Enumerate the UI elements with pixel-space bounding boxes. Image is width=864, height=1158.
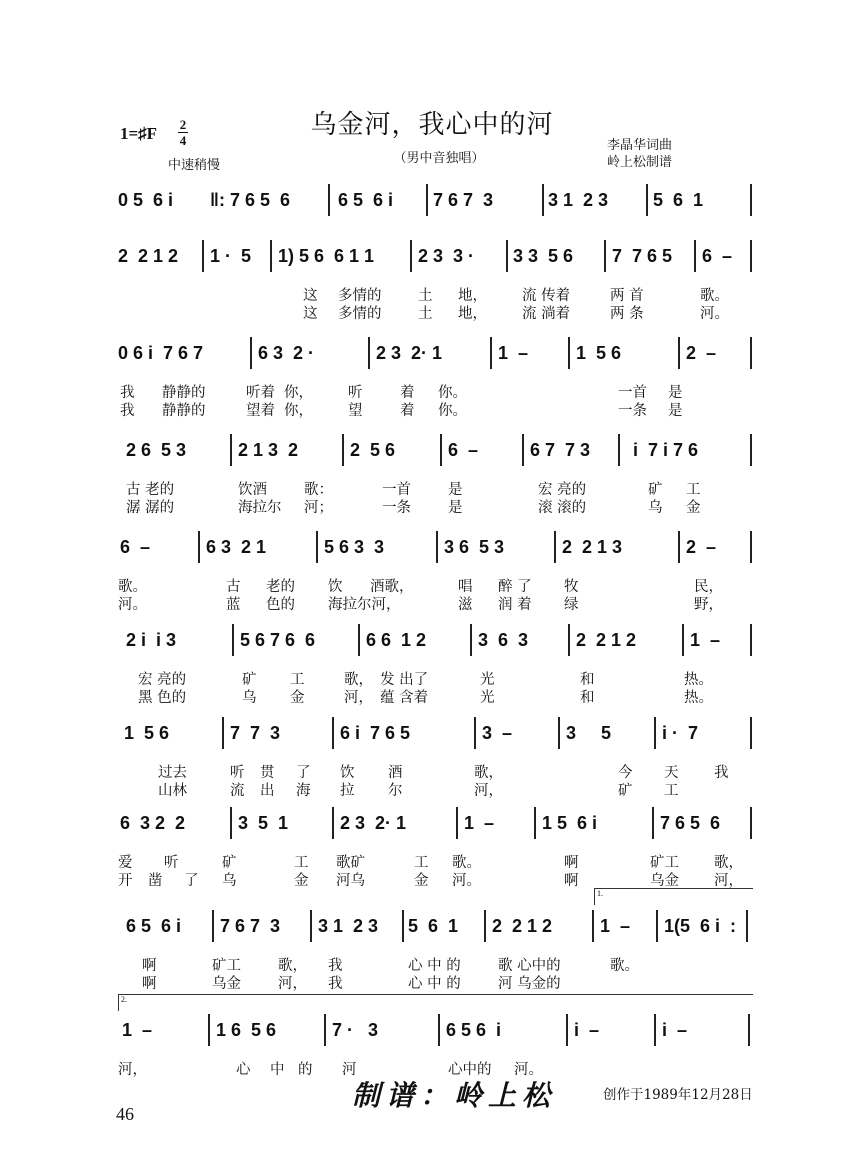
- lyric-word: 饮: [340, 765, 355, 781]
- lyric-word: 饮酒: [238, 482, 267, 498]
- bar-line: [750, 717, 752, 749]
- lyric-word: 乌金: [650, 873, 679, 889]
- lyric-word: 啊: [564, 873, 579, 889]
- bar-line: [410, 240, 412, 272]
- note-group: 1) 5 6 6 1 1: [278, 246, 375, 266]
- note-group: ‖:: [210, 190, 225, 210]
- lyric-word: 我: [328, 976, 343, 992]
- note-group: 6 5 6 i: [338, 190, 394, 210]
- lyric-word: 了: [296, 765, 311, 781]
- lyric-word: 宏 亮的: [138, 672, 187, 688]
- lyric-word: 的: [298, 1062, 313, 1078]
- lyric-word: 尔: [388, 783, 403, 799]
- bar-line: [558, 717, 560, 749]
- note-group: 1 –: [498, 343, 529, 363]
- lyric-word: 听: [230, 765, 245, 781]
- lyric-word: 开: [118, 873, 133, 889]
- bar-line: [222, 717, 224, 749]
- lyric-word: 潺 潺的: [126, 500, 175, 516]
- lyric-word: 山林: [158, 783, 187, 799]
- lyric-word: 是: [668, 403, 683, 419]
- lyric-word: 这: [303, 306, 318, 322]
- lyric-word: 歌，: [278, 958, 307, 974]
- second-ending-bracket: 2.: [118, 994, 753, 1011]
- first-ending-bracket: 1.: [594, 888, 753, 905]
- note-group: 1 6 5 6: [216, 1020, 277, 1040]
- note-group: 0 5 6 i: [118, 190, 174, 210]
- bar-line: [534, 807, 536, 839]
- lyric-word: 热。: [684, 672, 713, 688]
- bar-line: [368, 337, 370, 369]
- lyric-word: 滋: [458, 597, 473, 613]
- bar-line: [456, 807, 458, 839]
- lyric-word: 今: [618, 765, 633, 781]
- bar-line: [568, 624, 570, 656]
- lyric-word: 河，: [714, 873, 743, 889]
- key-signature: 1=♯F: [120, 124, 158, 143]
- lyric-word: 土: [418, 306, 433, 322]
- bar-line: [232, 624, 234, 656]
- bar-line: [324, 1014, 326, 1046]
- bar-line: [656, 910, 658, 942]
- notation-line: [118, 440, 754, 470]
- lyric-word: 两 首: [610, 288, 644, 304]
- bar-line: [750, 434, 752, 466]
- lyric-word: 望: [348, 403, 363, 419]
- lyric-word: 是: [448, 500, 463, 516]
- lyric-word: 民，: [694, 579, 723, 595]
- bar-line: [568, 337, 570, 369]
- note-group: 1 –: [464, 813, 495, 833]
- bar-line: [750, 531, 752, 563]
- note-group: 3 1 2 3: [548, 190, 609, 210]
- note-group: 2 i i 3: [126, 630, 177, 650]
- lyric-word: 河，: [278, 976, 307, 992]
- lyric-word: 绿: [564, 597, 579, 613]
- lyric-word: 心 中 的: [408, 958, 461, 974]
- time-signature: [178, 118, 188, 147]
- bar-line: [470, 624, 472, 656]
- notation-line: [118, 246, 754, 276]
- lyric-word: 矿工: [212, 958, 241, 974]
- notation-line: [118, 537, 754, 567]
- notation-line: [118, 343, 754, 373]
- note-group: 6 5 6 i: [126, 916, 182, 936]
- lyric-word: 歌：: [304, 482, 333, 498]
- lyric-word: 工: [686, 482, 701, 498]
- note-group: 1 –: [600, 916, 631, 936]
- note-group: 2 3 2· 1: [340, 813, 407, 833]
- bar-line: [230, 434, 232, 466]
- lyric-word: 多情的: [338, 306, 382, 322]
- lyric-word: 一条: [382, 500, 411, 516]
- lyric-word: 矿: [242, 672, 257, 688]
- lyric-word: 爱: [118, 855, 133, 871]
- bar-line: [678, 531, 680, 563]
- note-group: 1 5 6: [124, 723, 170, 743]
- lyric-word: 拉: [340, 783, 355, 799]
- lyric-word: 地，: [458, 288, 487, 304]
- note-group: 6 5 6 i: [446, 1020, 502, 1040]
- lyric-word: 醉 了: [498, 579, 532, 595]
- bar-line: [230, 807, 232, 839]
- lyric-word: 听: [164, 855, 179, 871]
- note-group: 3 1 2 3: [318, 916, 379, 936]
- bar-line: [270, 240, 272, 272]
- note-group: 3 6 3: [478, 630, 529, 650]
- bar-line: [436, 531, 438, 563]
- lyric-word: 着: [400, 385, 415, 401]
- note-group: 6 3 2 ·: [258, 343, 315, 363]
- bar-line: [750, 807, 752, 839]
- note-group: 3 –: [482, 723, 513, 743]
- note-group: 3 6 5 3: [444, 537, 505, 557]
- lyric-word: 金: [294, 873, 309, 889]
- bar-line: [646, 184, 648, 216]
- lyric-word: 蓝: [226, 597, 241, 613]
- lyric-word: 歌，: [474, 765, 503, 781]
- note-group: 2 5 6: [350, 440, 396, 460]
- lyric-word: 蕴 含着: [380, 690, 429, 706]
- meter-bottom: 4: [179, 133, 187, 148]
- lyric-word: 色的: [266, 597, 295, 613]
- lyric-word: 唱: [458, 579, 473, 595]
- lyric-word: 你，: [284, 385, 313, 401]
- lyric-word: 河: [342, 1062, 357, 1078]
- bar-line: [438, 1014, 440, 1046]
- note-group: 7 6 5 6: [660, 813, 721, 833]
- note-group: 6 –: [448, 440, 479, 460]
- lyric-word: 这: [303, 288, 318, 304]
- bar-line: [678, 337, 680, 369]
- lyric-word: 工: [414, 855, 429, 871]
- lyric-word: 矿工: [650, 855, 679, 871]
- performance-note: （男中音独唱）: [393, 151, 485, 166]
- note-group: 1 5 6 i: [542, 813, 598, 833]
- lyric-word: 海: [296, 783, 311, 799]
- notation-line: [118, 1020, 754, 1050]
- note-group: 6 6 1 2: [366, 630, 427, 650]
- lyric-word: 宏 亮的: [538, 482, 587, 498]
- note-group: 2 –: [686, 343, 717, 363]
- note-group: 5 6 7 6 6: [240, 630, 316, 650]
- lyric-word: 黑 色的: [138, 690, 187, 706]
- lyric-word: 润 着: [498, 597, 532, 613]
- note-group: 7 7 6 5: [612, 246, 673, 266]
- lyric-word: 流: [230, 783, 245, 799]
- meter-top: 2: [179, 117, 187, 132]
- bar-line: [474, 717, 476, 749]
- note-group: i · 7: [662, 723, 699, 743]
- bar-line: [484, 910, 486, 942]
- lyric-word: 静静的: [162, 403, 206, 419]
- bar-line: [750, 624, 752, 656]
- lyric-word: 金: [686, 500, 701, 516]
- bar-line: [554, 531, 556, 563]
- lyric-word: 凿: [148, 873, 163, 889]
- lyric-word: 河；: [304, 500, 333, 516]
- lyric-word: 一首: [382, 482, 411, 498]
- lyric-word: 海拉尔河，: [328, 597, 401, 613]
- bar-line: [506, 240, 508, 272]
- lyric-word: 土: [418, 288, 433, 304]
- lyric-word: 听着: [246, 385, 275, 401]
- notation-line: [118, 630, 754, 660]
- composition-date: 创作于1989年12月28日: [603, 1087, 753, 1103]
- lyric-word: 古 老的: [126, 482, 175, 498]
- lyric-word: 两 条: [610, 306, 644, 322]
- lyric-word: 老的: [266, 579, 295, 595]
- lyric-word: 啊: [564, 855, 579, 871]
- lyric-word: 出: [260, 783, 275, 799]
- lyric-word: 歌，: [714, 855, 743, 871]
- lyric-word: 一条: [618, 403, 647, 419]
- bar-line: [490, 337, 492, 369]
- bar-line: [750, 184, 752, 216]
- note-group: 2 1 3 2: [238, 440, 299, 460]
- lyric-word: 热。: [684, 690, 713, 706]
- lyric-word: 你。: [438, 385, 467, 401]
- note-group: 1 5 6: [576, 343, 622, 363]
- lyric-word: 流 传着: [522, 288, 571, 304]
- lyric-word: 啊: [142, 976, 157, 992]
- lyric-word: 矿: [648, 482, 663, 498]
- bar-line: [208, 1014, 210, 1046]
- note-group: 2 2 1 2: [576, 630, 637, 650]
- note-group: 3 5: [566, 723, 612, 743]
- lyric-word: 心: [236, 1062, 251, 1078]
- tempo-marking: 中速稍慢: [168, 158, 221, 173]
- lyric-word: 海拉尔: [238, 500, 282, 516]
- lyric-word: 心中的: [448, 1062, 492, 1078]
- lyric-word: 是: [448, 482, 463, 498]
- lyric-word: 河。: [514, 1062, 543, 1078]
- note-group: 2 3 3 ·: [418, 246, 475, 266]
- bar-line: [316, 531, 318, 563]
- lyric-word: 金: [290, 690, 305, 706]
- lyric-word: 望着: [246, 403, 275, 419]
- bar-line: [604, 240, 606, 272]
- note-group: 1(5 6 i :: [664, 916, 737, 936]
- lyric-word: 工: [664, 783, 679, 799]
- lyric-word: 天: [664, 765, 679, 781]
- lyric-word: 光: [480, 690, 495, 706]
- bar-line: [310, 910, 312, 942]
- lyric-word: 河。: [452, 873, 481, 889]
- bar-line: [746, 910, 748, 942]
- lyric-word: 流 淌着: [522, 306, 571, 322]
- bar-line: [522, 434, 524, 466]
- note-group: 7 · 3: [332, 1020, 379, 1040]
- note-group: 1 · 5: [210, 246, 252, 266]
- lyric-word: 歌。: [452, 855, 481, 871]
- lyric-word: 歌。: [610, 958, 639, 974]
- note-group: 1 –: [122, 1020, 153, 1040]
- bar-line: [332, 717, 334, 749]
- lyric-word: 静静的: [162, 385, 206, 401]
- note-group: i –: [662, 1020, 688, 1040]
- note-group: 2 2 1 3: [562, 537, 623, 557]
- lyric-word: 乌: [648, 500, 663, 516]
- notation-line: [118, 190, 754, 220]
- lyric-word: 过去: [158, 765, 187, 781]
- notation-line: [118, 723, 754, 753]
- note-group: 3 5 1: [238, 813, 289, 833]
- bar-line: [750, 240, 752, 272]
- notation-line: [118, 813, 754, 843]
- lyric-word: 滚 滚的: [538, 500, 587, 516]
- lyric-word: 乌: [242, 690, 257, 706]
- bar-line: [212, 910, 214, 942]
- bar-line: [618, 434, 620, 466]
- bar-line: [592, 910, 594, 942]
- lyric-word: 光: [480, 672, 495, 688]
- lyric-word: 酒: [388, 765, 403, 781]
- note-group: 5 6 3 3: [324, 537, 385, 557]
- bar-line: [332, 807, 334, 839]
- note-group: 0 6 i 7 6 7: [118, 343, 204, 363]
- note-group: 2 6 5 3: [126, 440, 187, 460]
- bar-line: [542, 184, 544, 216]
- note-group: 5 6 1: [653, 190, 704, 210]
- lyric-word: 矿: [618, 783, 633, 799]
- lyric-word: 着: [400, 403, 415, 419]
- bar-line: [748, 1014, 750, 1046]
- lyric-word: 我: [328, 958, 343, 974]
- bar-line: [654, 1014, 656, 1046]
- lyric-word: 你。: [438, 403, 467, 419]
- note-group: i 7 i 7 6: [633, 440, 699, 460]
- bar-line: [682, 624, 684, 656]
- bar-line: [440, 434, 442, 466]
- lyric-word: 矿: [222, 855, 237, 871]
- lyric-word: 乌: [222, 873, 237, 889]
- lyric-word: 我: [714, 765, 729, 781]
- song-title: 乌金河，我心中的河: [310, 110, 554, 140]
- lyric-word: 歌。: [118, 579, 147, 595]
- note-group: 7 7 3: [230, 723, 281, 743]
- note-group: 2 3 2· 1: [376, 343, 443, 363]
- lyric-word: 听: [348, 385, 363, 401]
- lyric-word: 我: [120, 385, 135, 401]
- lyric-word: 河，: [118, 1062, 147, 1078]
- note-group: 6 7 7 3: [530, 440, 591, 460]
- lyric-word: 一首: [618, 385, 647, 401]
- lyric-word: 河乌: [336, 873, 365, 889]
- lyric-word: 河。: [118, 597, 147, 613]
- lyric-word: 河，: [344, 690, 373, 706]
- lyric-word: 饮: [328, 579, 343, 595]
- lyric-word: 歌矿: [336, 855, 365, 871]
- bar-line: [566, 1014, 568, 1046]
- note-group: 1 –: [690, 630, 721, 650]
- bar-line: [652, 807, 654, 839]
- page-number: 46: [116, 1104, 134, 1124]
- notation-line: [118, 916, 754, 946]
- lyric-word: 了: [184, 873, 199, 889]
- note-group: 7 6 7 3: [220, 916, 281, 936]
- lyric-word: 心 中 的: [408, 976, 461, 992]
- lyric-word: 我: [120, 403, 135, 419]
- lyric-word: 发 出了: [380, 672, 429, 688]
- lyric-word: 工: [294, 855, 309, 871]
- note-group: 6 –: [702, 246, 733, 266]
- note-group: i –: [574, 1020, 600, 1040]
- bar-line: [750, 337, 752, 369]
- note-group: 6 –: [120, 537, 151, 557]
- note-group: 2 –: [686, 537, 717, 557]
- lyric-word: 乌金: [212, 976, 241, 992]
- notation-signature: 制谱：岭上松: [352, 1079, 557, 1112]
- note-group: 7 6 5 6: [230, 190, 291, 210]
- note-group: 3 3 5 6: [513, 246, 574, 266]
- note-group: 6 3 2 1: [206, 537, 267, 557]
- lyric-word: 歌。: [700, 288, 729, 304]
- lyric-word: 歌 心中的: [498, 958, 561, 974]
- bar-line: [358, 624, 360, 656]
- bar-line: [250, 337, 252, 369]
- lyric-word: 中: [270, 1062, 285, 1078]
- credits: [607, 137, 672, 171]
- lyric-word: 工: [290, 672, 305, 688]
- lyric-word: 地，: [458, 306, 487, 322]
- credit-lyrics-music: 李晶华词曲: [607, 138, 673, 153]
- lyric-word: 和: [580, 690, 595, 706]
- lyric-word: 贯: [260, 765, 275, 781]
- bar-line: [198, 531, 200, 563]
- note-group: 5 6 1: [408, 916, 459, 936]
- lyric-word: 河。: [700, 306, 729, 322]
- note-group: 2 2 1 2: [118, 246, 179, 266]
- lyric-word: 歌，: [344, 672, 373, 688]
- lyric-word: 和: [580, 672, 595, 688]
- lyric-word: 野，: [694, 597, 723, 613]
- lyric-word: 金: [414, 873, 429, 889]
- bar-line: [694, 240, 696, 272]
- lyric-word: 啊: [142, 958, 157, 974]
- lyric-word: 是: [668, 385, 683, 401]
- note-group: 6 3 2 2: [120, 813, 186, 833]
- lyric-word: 古: [226, 579, 241, 595]
- note-group: 6 i 7 6 5: [340, 723, 411, 743]
- credit-notation: 岭上松制谱: [607, 155, 673, 170]
- lyric-word: 多情的: [338, 288, 382, 304]
- bar-line: [426, 184, 428, 216]
- lyric-word: 酒歌，: [370, 579, 414, 595]
- bar-line: [402, 910, 404, 942]
- note-group: 2 2 1 2: [492, 916, 553, 936]
- bar-line: [654, 717, 656, 749]
- lyric-word: 河 乌金的: [498, 976, 561, 992]
- lyric-word: 你，: [284, 403, 313, 419]
- bar-line: [342, 434, 344, 466]
- bar-line: [328, 184, 330, 216]
- lyric-word: 河，: [474, 783, 503, 799]
- bar-line: [202, 240, 204, 272]
- lyric-word: 牧: [564, 579, 579, 595]
- note-group: 7 6 7 3: [433, 190, 494, 210]
